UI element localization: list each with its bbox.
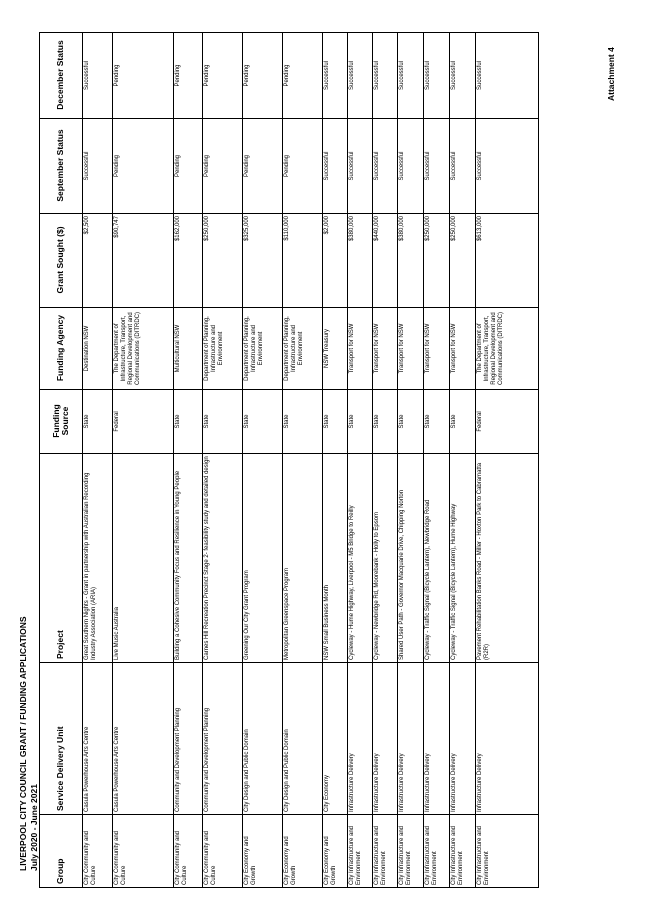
cell-dec: Pending	[243, 33, 283, 119]
cell-sept: Successful	[348, 119, 373, 214]
cell-sept: Pending	[283, 119, 323, 214]
cell-agency: The Department of Infrastructure, Transport, Regional Development and Communications (DITRDC)	[113, 308, 174, 390]
header-december-status: December Status	[40, 33, 83, 119]
header-funding-agency: Funding Agency	[40, 308, 83, 390]
cell-group: City Community and Culture	[113, 815, 174, 888]
cell-sept: Successful	[398, 119, 424, 214]
cell-project: Cycleway - Hume Highway, Liverpool - M5 Bridge to Reilly	[348, 454, 373, 663]
table-row	[348, 33, 373, 888]
cell-dec: Pending	[174, 33, 203, 119]
cell-sought: $2,500	[83, 214, 113, 308]
cell-agency: Transport for NSW	[373, 308, 398, 390]
cell-agency: The Department of Infrastructure, Transport, Regional Development and Communications (DITRDC)	[476, 308, 539, 390]
cell-dec: Pending	[203, 33, 243, 119]
cell-source: Federal	[113, 390, 174, 454]
cell-project: Greening Our City Grant Program	[243, 454, 283, 663]
cell-source: State	[348, 390, 373, 454]
cell-group: City Infrastructure and Environment	[450, 815, 476, 888]
cell-project: Metropolitan Greenspace Program	[283, 454, 323, 663]
cell-unit: Casula Powerhouse Arts Centre	[113, 663, 174, 815]
cell-unit: Infrastructure Delivery	[476, 663, 539, 815]
table-row	[373, 33, 398, 888]
cell-sought: $250,000	[450, 214, 476, 308]
cell-unit: Infrastructure Delivery	[348, 663, 373, 815]
cell-sept: Successful	[476, 119, 539, 214]
cell-dec: Successful	[450, 33, 476, 119]
cell-sought: $440,000	[373, 214, 398, 308]
cell-group: City Infrastructure and Environment	[373, 815, 398, 888]
cell-dec: Successful	[348, 33, 373, 119]
cell-sept: Pending	[203, 119, 243, 214]
cell-source: State	[373, 390, 398, 454]
cell-agency: NSW Treasury	[323, 308, 348, 390]
table-row	[398, 33, 424, 888]
cell-agency: Transport for NSW	[450, 308, 476, 390]
cell-agency: Multicultural NSW	[174, 308, 203, 390]
table-row	[424, 33, 450, 888]
cell-dec: Successful	[424, 33, 450, 119]
cell-project: Shared User Path - Governor Macquarie Drive, Chipping Norton	[398, 454, 424, 663]
table-row	[113, 33, 174, 888]
document-subtitle: July 2020 - June 2021	[29, 784, 39, 871]
table-row	[283, 33, 323, 888]
cell-unit: City Design and Public Domain	[283, 663, 323, 815]
cell-source: State	[243, 390, 283, 454]
cell-agency: Transport for NSW	[398, 308, 424, 390]
cell-sought: $90,747	[113, 214, 174, 308]
cell-source: State	[283, 390, 323, 454]
cell-sought: $325,000	[243, 214, 283, 308]
cell-source: State	[398, 390, 424, 454]
document-title-block	[18, 616, 40, 871]
table-row	[476, 33, 539, 888]
cell-unit: Infrastructure Delivery	[398, 663, 424, 815]
cell-sought: $250,000	[203, 214, 243, 308]
cell-sept: Pending	[174, 119, 203, 214]
cell-project: Cycleway - Traffic Signal (Bicycle Lantern), Hume Highway	[450, 454, 476, 663]
document-title: LIVERPOOL CITY COUNCIL GRANT / FUNDING APPLICATIONS	[18, 616, 28, 871]
header-group: Group	[40, 815, 83, 888]
cell-unit: Infrastructure Delivery	[424, 663, 450, 815]
table-row	[203, 33, 243, 888]
cell-group: City Community and Culture	[174, 815, 203, 888]
cell-sought: $2,000	[323, 214, 348, 308]
header-grant-sought: Grant Sought ($)	[40, 214, 83, 308]
header-service-delivery-unit: Service Delivery Unit	[40, 663, 83, 815]
cell-sought: $250,000	[424, 214, 450, 308]
table-row	[83, 33, 113, 888]
cell-dec: Successful	[476, 33, 539, 119]
cell-dec: Successful	[323, 33, 348, 119]
cell-project: Pavement Rehabilitation Banks Road - Miller - Hoxton Park to Cabramatta (R2R)	[476, 454, 539, 663]
cell-source: State	[83, 390, 113, 454]
cell-project: Building a Cohesive Community Focus and Resilience in Young People	[174, 454, 203, 663]
cell-source: State	[424, 390, 450, 454]
cell-group: City Infrastructure and Environment	[424, 815, 450, 888]
cell-agency: Transport for NSW	[424, 308, 450, 390]
header-september-status: September Status	[40, 119, 83, 214]
cell-agency: Department of Planning, Infrastructure and Environment	[283, 308, 323, 390]
attachment-label: Attachment 4	[606, 47, 616, 101]
cell-sought: $380,000	[348, 214, 373, 308]
cell-group: City Economy and Growth	[243, 815, 283, 888]
cell-sought: $613,000	[476, 214, 539, 308]
table-row	[450, 33, 476, 888]
cell-source: Federal	[476, 390, 539, 454]
cell-source: State	[323, 390, 348, 454]
cell-group: City Infrastructure and Environment	[476, 815, 539, 888]
cell-group: City Infrastructure and Environment	[398, 815, 424, 888]
cell-group: City Community and Culture	[203, 815, 243, 888]
table-row	[243, 33, 283, 888]
cell-unit: City Design and Public Domain	[243, 663, 283, 815]
cell-dec: Pending	[113, 33, 174, 119]
cell-project: Cycleway - Newbridge Rd, Moorebank - Holly to Epsom	[373, 454, 398, 663]
cell-project: Carnes Hill Recreation Precinct Stage 2- feasibility study and detailed design	[203, 454, 243, 663]
header-project: Project	[40, 454, 83, 663]
cell-source: State	[174, 390, 203, 454]
cell-dec: Successful	[83, 33, 113, 119]
cell-unit: Community and Development Planning	[174, 663, 203, 815]
cell-dec: Successful	[398, 33, 424, 119]
cell-sept: Successful	[450, 119, 476, 214]
cell-project: NSW Small Business Month	[323, 454, 348, 663]
cell-agency: Transport for NSW	[348, 308, 373, 390]
grant-applications-table	[39, 32, 539, 888]
cell-dec: Successful	[373, 33, 398, 119]
cell-group: City Economy and Growth	[283, 815, 323, 888]
cell-project: Cycleway - Traffic Signal (Bicycle Lantern), Newbridge Road	[424, 454, 450, 663]
header-funding-source: Funding Source	[40, 390, 83, 454]
cell-sept: Pending	[113, 119, 174, 214]
table-row	[174, 33, 203, 888]
cell-sought: $162,000	[174, 214, 203, 308]
cell-group: City Community and Culture	[83, 815, 113, 888]
cell-unit: Community and Development Planning	[203, 663, 243, 815]
cell-source: State	[203, 390, 243, 454]
table-header-row	[40, 33, 83, 888]
cell-unit: Infrastructure Delivery	[373, 663, 398, 815]
cell-unit: City Economy	[323, 663, 348, 815]
cell-project: Great Southern Nights - Grant in partnership with Australian Recording Industry Association (ARIA)	[83, 454, 113, 663]
table-row	[323, 33, 348, 888]
cell-agency: Department of Planning, Infrastructure and Environment	[243, 308, 283, 390]
cell-unit: Infrastructure Delivery	[450, 663, 476, 815]
cell-sept: Successful	[424, 119, 450, 214]
cell-group: City Economy and Growth	[323, 815, 348, 888]
cell-agency: Destination NSW	[83, 308, 113, 390]
cell-project: Live Music Australia	[113, 454, 174, 663]
cell-sept: Successful	[373, 119, 398, 214]
cell-dec: Pending	[283, 33, 323, 119]
cell-unit: Casula Powerhouse Arts Centre	[83, 663, 113, 815]
cell-agency: Department of Planning, Infrastructure and Environment	[203, 308, 243, 390]
cell-source: State	[450, 390, 476, 454]
cell-sought: $380,000	[398, 214, 424, 308]
cell-group: City Infrastructure and Environment	[348, 815, 373, 888]
cell-sought: $110,000	[283, 214, 323, 308]
cell-sept: Successful	[323, 119, 348, 214]
cell-sept: Successful	[83, 119, 113, 214]
cell-sept: Pending	[243, 119, 283, 214]
